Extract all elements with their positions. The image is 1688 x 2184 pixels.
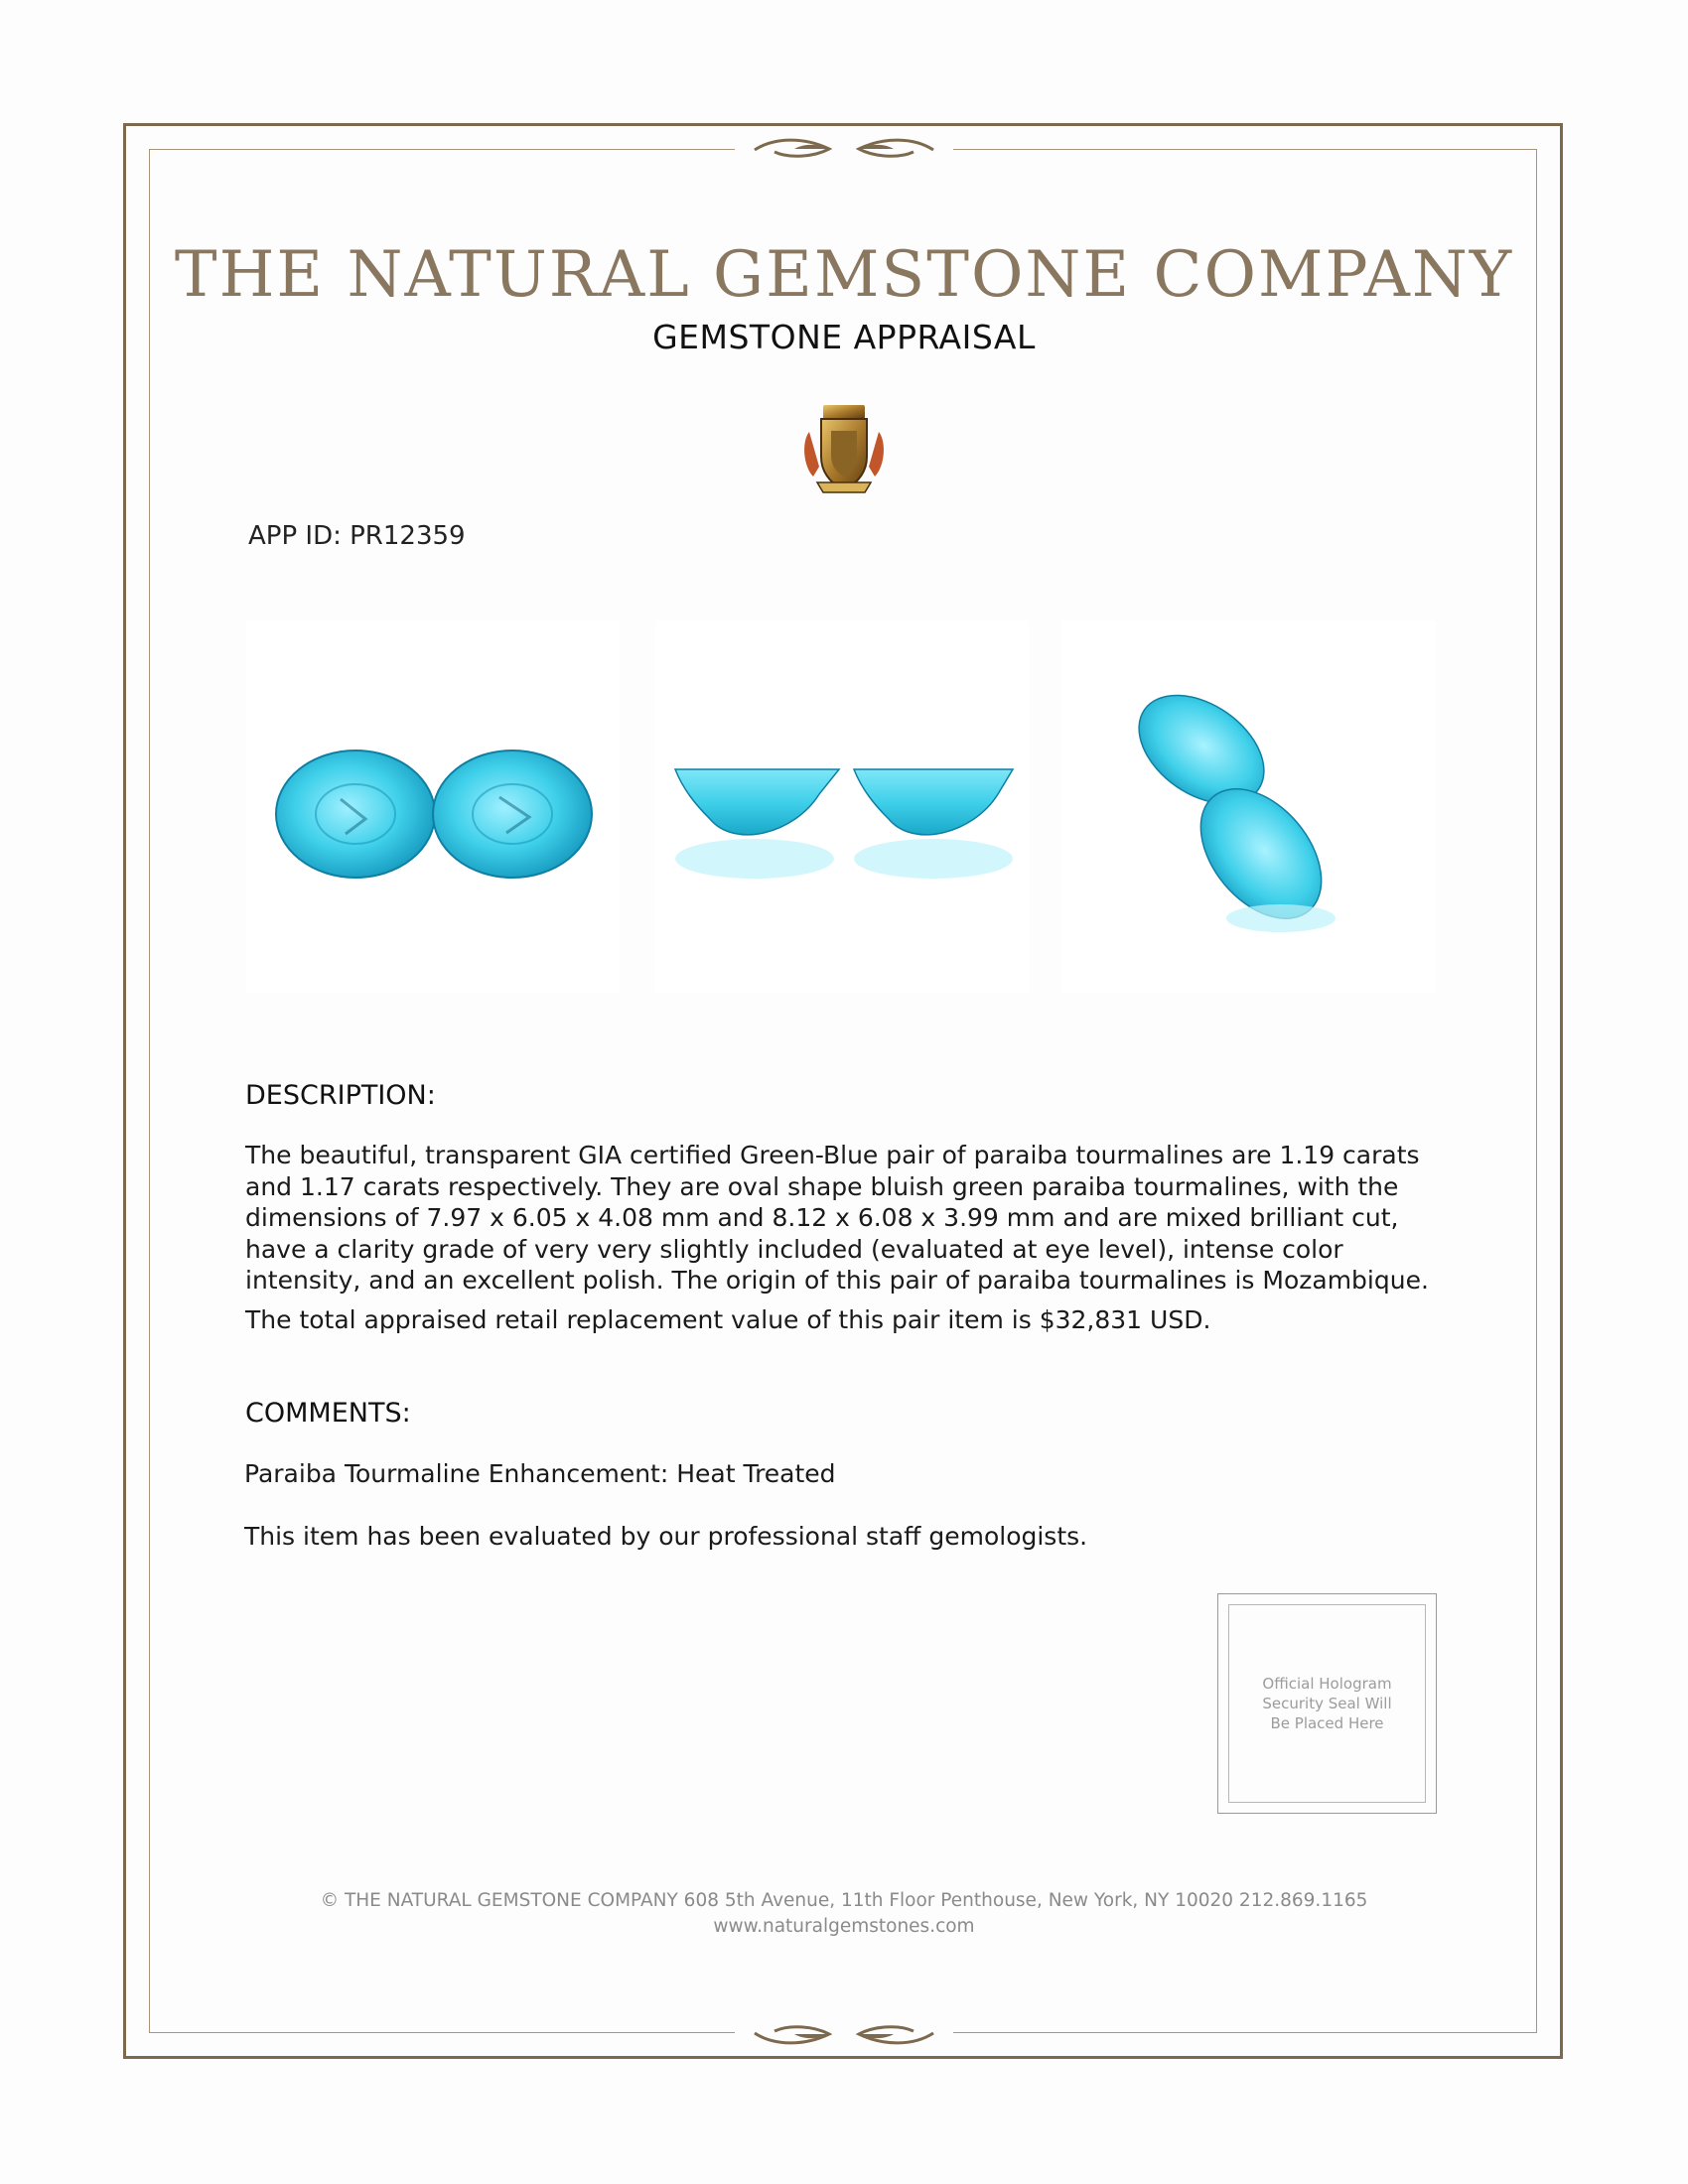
description-body: [245, 1140, 1452, 1343]
document-subtitle: GEMSTONE APPRAISAL: [652, 318, 1036, 356]
enhancement-comment: Paraiba Tourmaline Enhancement: Heat Treated: [244, 1459, 836, 1488]
hologram-seal-text: Official Hologram Security Seal Will Be Placed Here: [1262, 1675, 1392, 1732]
flourish-icon: [735, 2018, 953, 2048]
evaluation-comment: This item has been evaluated by our professional staff gemologists.: [244, 1522, 1088, 1551]
description-heading: DESCRIPTION:: [245, 1080, 436, 1111]
appraised-value: The total appraised retail replacement value of this pair item is $32,831 USD.: [245, 1304, 1211, 1334]
company-name: THE NATURAL GEMSTONE COMPANY: [174, 238, 1514, 312]
footer-address: © THE NATURAL GEMSTONE COMPANY 608 5th Avenue, 11th Floor Penthouse, New York, NY 10020 212.869.1165: [320, 1890, 1368, 1911]
comments-heading: COMMENTS:: [245, 1398, 411, 1429]
photo-side-view: [655, 620, 1029, 993]
flourish-icon: [735, 135, 953, 165]
description-paragraph: The beautiful, transparent GIA certified Green-Blue pair of paraiba tourmalines are 1.19 carats and 1.17 carats respectively. They are oval shape bluish green paraiba tourmalines, with the dimensions of 7.97 x 6.05 x 4.08 mm and 8.12 x 6.08 x 3.99 mm and are mixed brilliant cut, have a clarity grade of very very slightly included (evaluated at eye level), intense color intensity, and an excellent polish. The origin of this pair of paraiba tourmalines is Mozambique.: [245, 1141, 1429, 1295]
footer-website[interactable]: www.naturalgemstones.com: [713, 1916, 975, 1937]
crest-icon: [799, 397, 889, 496]
photo-top-view: [246, 620, 620, 993]
gemstone-gallery: [246, 620, 1438, 993]
app-id: APP ID: PR12359: [248, 521, 466, 551]
photo-angled-view: [1062, 620, 1436, 993]
hologram-seal-inner: [1228, 1604, 1426, 1803]
hologram-seal-box: [1217, 1593, 1437, 1814]
